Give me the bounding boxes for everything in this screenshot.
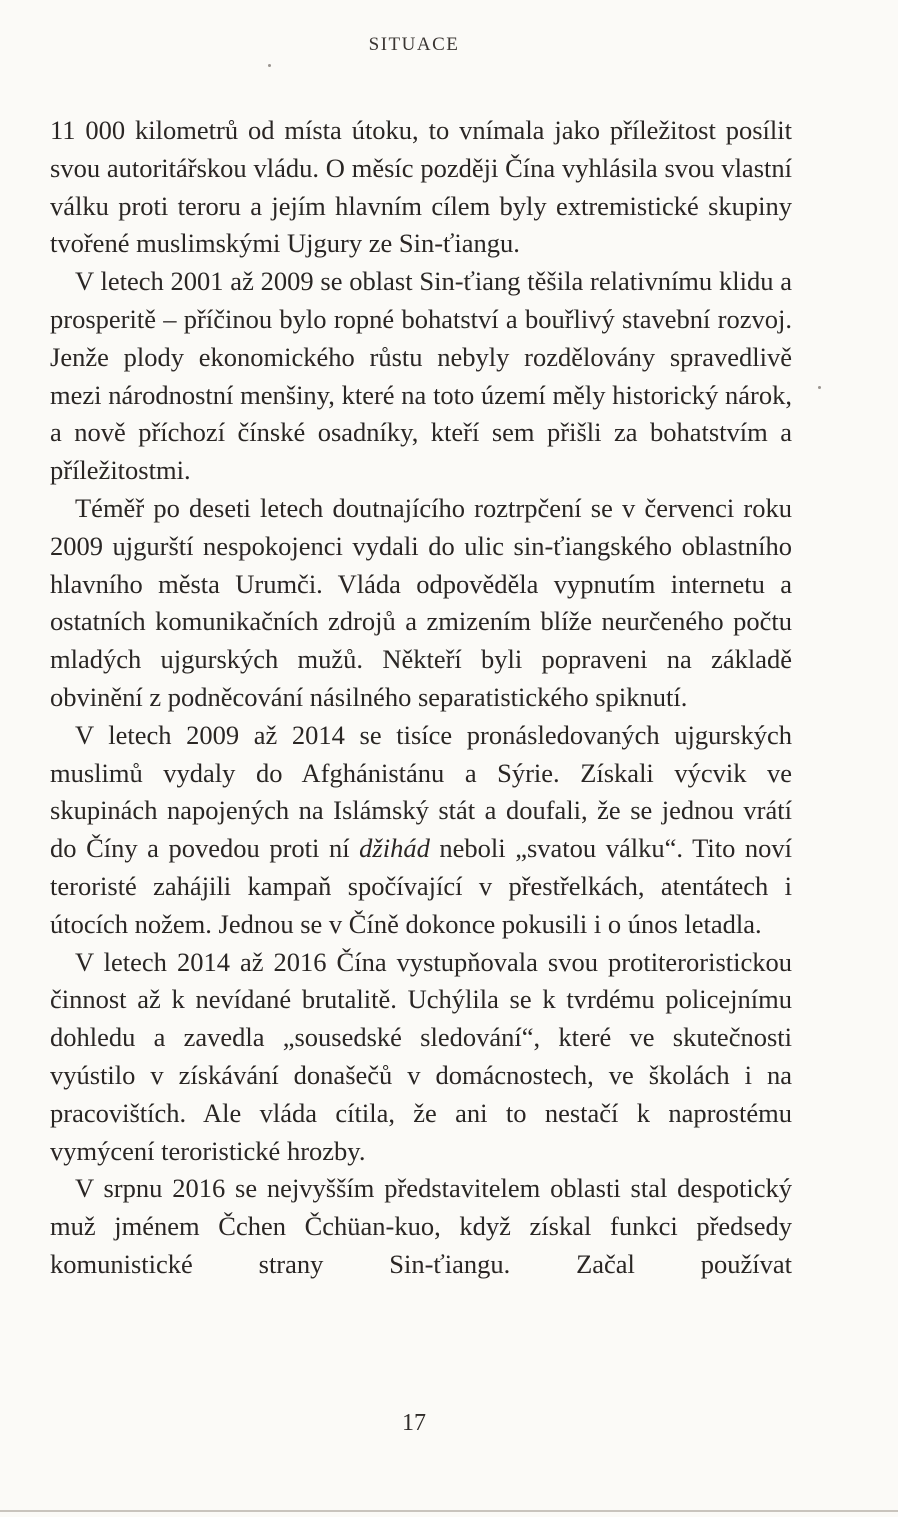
paragraph-4-italic-term: džihád (359, 833, 430, 864)
paragraph-5 (50, 944, 792, 1171)
paragraph-5-text: V letech 2014 až 2016 Čína vystupňovala svou protiteroristickou činnost až k nevídané brutalitě. Uchýlila se k tvrdému policejnímu dohledu a zavedla „sousedské sledování“, které ve skutečnosti vyústilo v získávání donašečů v domácnostech, ve školách i na pracovištích. Ale vláda cítila, že ani to nestačí k naprostému vymýcení teroristické hrozby. (50, 946, 792, 1166)
paragraph-1-text: 11 000 kilometrů od místa útoku, to vnímala jako příležitost posílit svou autoritářskou vládu. O měsíc později Čína vyhlásila svou vlastní válku proti teroru a jejím hlavním cílem byly extremistické skupiny tvořené muslimskými Ujgury ze Sin-ťiangu. (50, 115, 792, 259)
page-number: 17 (402, 1410, 426, 1436)
paragraph-2-text: V letech 2001 až 2009 se oblast Sin-ťiang těšila relativnímu klidu a prosperitě – příčinou bylo ropné bohatství a bouřlivý stavební rozvoj. Jenže plody ekonomického růstu nebyly rozdělovány spravedlivě mezi národnostní menšiny, které na toto území měly historický nárok, a nově příchozí čínské osadníky, kteří sem přišli za bohatstvím a příležitostmi. (50, 266, 792, 486)
paragraph-4-text-a: V letech 2009 až 2014 se tisíce pronásledovaných ujgurských muslimů vydaly do Afghánistánu a Sýrie. Získali výcvik ve skupinách napojených na Islámský stát a doufali, že se jednou vrátí do Číny a povedou proti ní (50, 719, 792, 864)
paragraph-2 (50, 263, 792, 490)
paragraph-6-text: V srpnu 2016 se nejvyšším představitelem oblasti stal despotický muž jménem Čchen Čchüan-kuo, když získal funkci předsedy komunistické strany Sin-ťiangu. Začal používat (50, 1173, 792, 1279)
paragraph-3-text: Téměř po deseti letech doutnajícího roztrpčení se v červenci roku 2009 ujgurští nespokojenci vydali do ulic sin-ťiangského oblastního hlavního města Urumči. Vláda odpověděla vypnutím internetu a ostatních komunikačních zdrojů a zmizením blíže neurčeného počtu mladých ujgurských mužů. Někteří byli popraveni na základě obvinění z podněcování násilného separatistického spiknutí. (50, 492, 792, 712)
paragraph-6 (50, 1170, 792, 1283)
paper-speck (268, 64, 271, 67)
paragraph-1 (50, 112, 792, 263)
paragraph-4-text-b: neboli „svatou válku“. Tito noví teroristé zahájili kampaň spočívající v přestřelkách, atentátech i útocích nožem. Jednou se v Číně dokonce pokusili i o únos letadla. (50, 833, 793, 939)
paper-speck (818, 386, 821, 389)
paragraph-3 (50, 490, 792, 717)
running-header: SITUACE (368, 34, 460, 55)
page-bottom-edge (0, 1510, 898, 1512)
paragraph-4 (50, 717, 792, 944)
body-text (50, 112, 792, 1284)
